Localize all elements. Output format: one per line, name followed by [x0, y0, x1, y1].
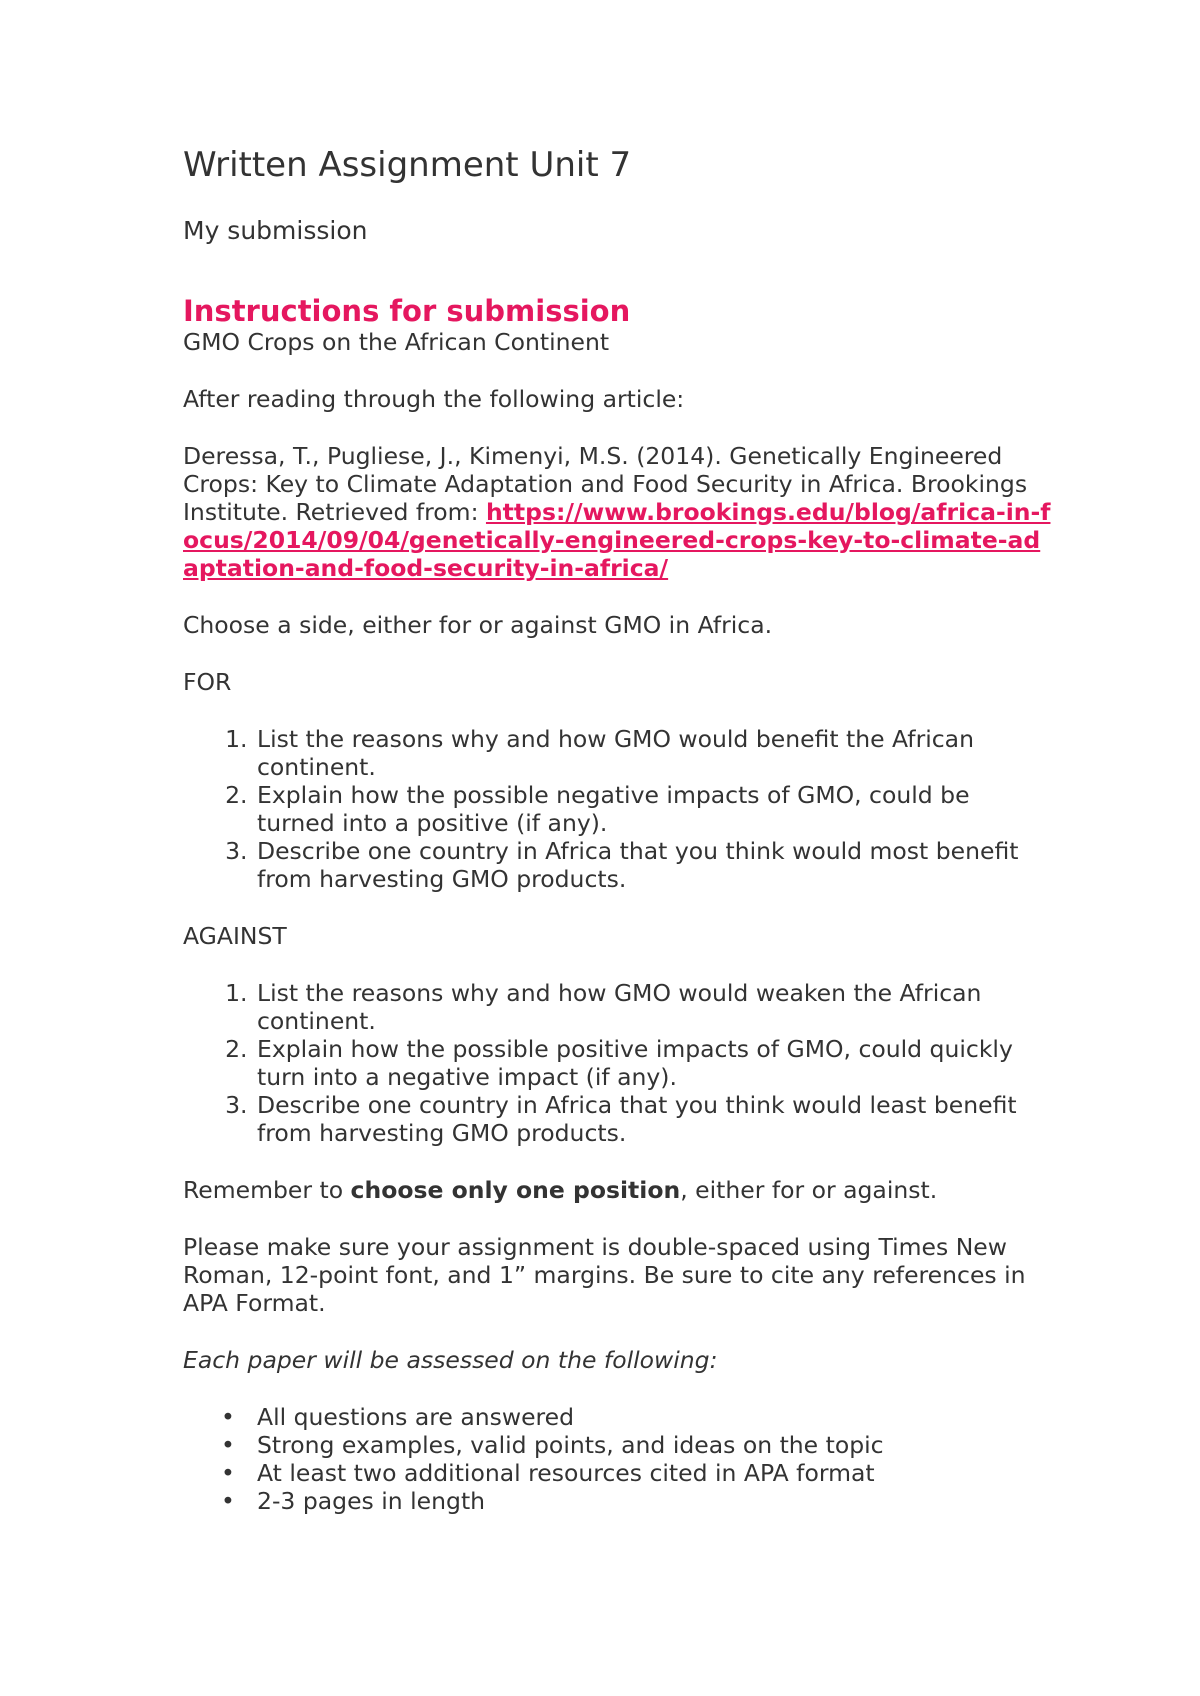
for-label: FOR [183, 668, 232, 696]
list-item: • Strong examples, valid points, and ideas on the topic [255, 1431, 1053, 1459]
assessment-intro: Each paper will be assessed on the following: [183, 1346, 718, 1374]
intro-text: After reading through the following article: [183, 385, 685, 413]
assessment-list [183, 1403, 1053, 1515]
page-title: Written Assignment Unit 7 [183, 145, 632, 185]
list-item: • 2-3 pages in length [255, 1487, 1053, 1515]
against-label: AGAINST [183, 922, 287, 950]
remember-suffix: , either for or against. [680, 1176, 938, 1204]
article-link[interactable]: https://www.brookings.edu/blog/africa-in-focus/2014/09/04/genetically-engineered-crops-key-to-climate-adaptation-and-food-security-in-africa/ [183, 498, 1051, 582]
section-heading: Instructions for submission [183, 294, 631, 328]
for-list [183, 725, 1053, 893]
list-item: 2. Explain how the possible positive impacts of GMO, could quickly turn into a negative impact (if any). [255, 1035, 1053, 1091]
list-item: 1. List the reasons why and how GMO would weaken the African continent. [255, 979, 1053, 1035]
list-item: 2. Explain how the possible negative impacts of GMO, could be turned into a positive (if any). [255, 781, 1053, 837]
list-item: 1. List the reasons why and how GMO would benefit the African continent. [255, 725, 1053, 781]
list-item: 3. Describe one country in Africa that you think would least benefit from harvesting GMO products. [255, 1091, 1053, 1147]
citation-text: Deressa, T., Pugliese, J., Kimenyi, M.S. (2014). Genetically Engineered Crops: Key to Climate Adaptation and Food Security in Africa. Brookings Institute. Retrieved from: [183, 442, 1028, 526]
choose-side-text: Choose a side, either for or against GMO in Africa. [183, 611, 773, 639]
remember-emphasis: choose only one position [350, 1176, 681, 1204]
remember-prefix: Remember to [183, 1176, 351, 1204]
topic-line: GMO Crops on the African Continent [183, 328, 610, 356]
document-body [183, 145, 1053, 1515]
against-list [183, 979, 1053, 1147]
list-item: • At least two additional resources cited in APA format [255, 1459, 1053, 1487]
submission-subtitle: My submission [183, 216, 368, 245]
list-item: • All questions are answered [255, 1403, 1053, 1431]
format-note: Please make sure your assignment is double-spaced using Times New Roman, 12-point font, and 1” margins. Be sure to cite any references in APA Format. [183, 1233, 1026, 1317]
remember-text [183, 1176, 1053, 1204]
list-item: 3. Describe one country in Africa that you think would most benefit from harvesting GMO products. [255, 837, 1053, 893]
citation [183, 442, 1053, 582]
